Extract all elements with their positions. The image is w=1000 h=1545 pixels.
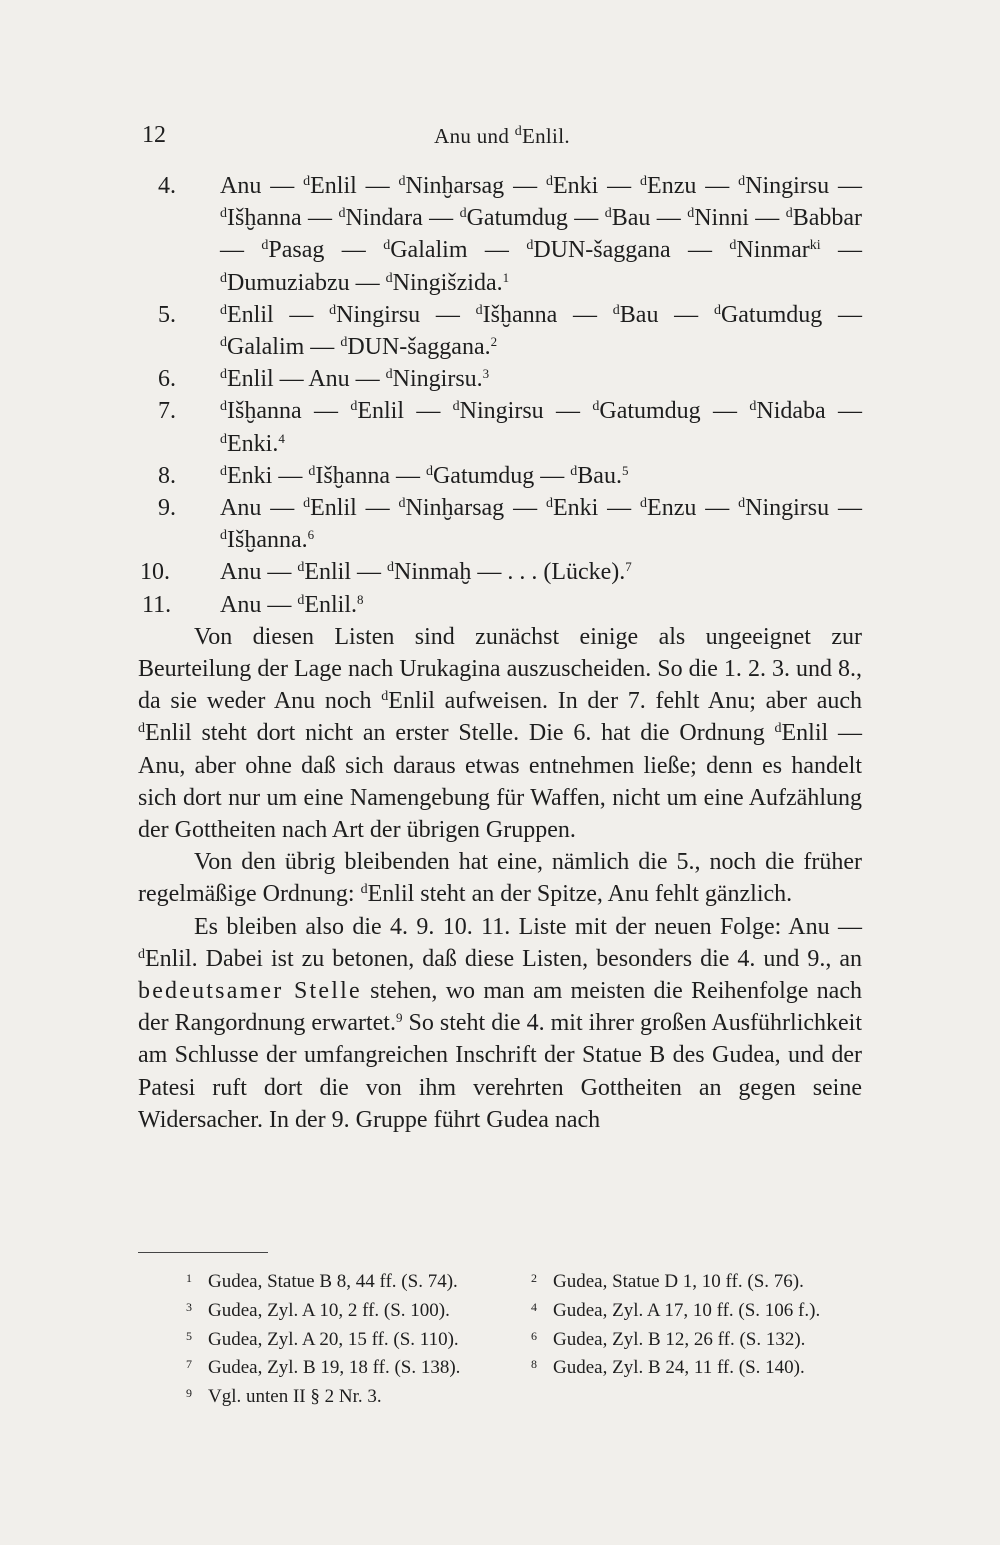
list-number: 9.	[158, 495, 176, 522]
deity-list-11: 11. Anu — $^d$Enlil.$^8$	[138, 589, 862, 621]
paragraph: Von diesen Listen sind zunächst einige als ungeeignet zur Beurteilung der Lage nach Urukagina auszuscheiden. So die 1. 2. 3. und 8., da sie weder Anu noch $^d$Enlil aufweisen. In der 7. fehlt Anu; aber auch $^d$Enlil steht dort nicht an erster Stelle. Die 6. hat die Ordnung $^d$Enlil — Anu, aber ohne daß sich daraus etwas entnehmen ließe; denn es handelt sich dort nur um eine Namengebung für Waffen, nicht um eine Aufzählung der Gottheiten nach Art der übrigen Gruppen.	[138, 623, 862, 844]
footnote: 5 Gudea, Zyl. A 20, 15 ff. (S. 110).	[186, 1328, 459, 1350]
footnote: 4 Gudea, Zyl. A 17, 10 ff. (S. 106 f.).	[531, 1299, 821, 1321]
deity-list-6: 6. $^d$Enlil — Anu — $^d$Ningirsu.$^3$	[138, 363, 862, 395]
footnote: 7 Gudea, Zyl. B 19, 18 ff. (S. 138).	[186, 1357, 461, 1379]
deity-list-5: 5. $^d$Enlil — $^d$Ningirsu — $^d$Išḫanna — $^d$Bau — $^d$Gatumdug — $^d$Galalim — $^d$DUN-šaggana.$^2$	[138, 299, 862, 363]
footnote: 8 Gudea, Zyl. B 24, 11 ff. (S. 140).	[531, 1357, 805, 1379]
footnote: 1 Gudea, Statue B 8, 44 ff. (S. 74).	[186, 1271, 458, 1292]
footnotes	[186, 1268, 876, 1412]
list-number: 10.	[140, 559, 170, 586]
list-number: 11.	[142, 591, 172, 618]
footnote: 6 Gudea, Zyl. B 12, 26 ff. (S. 132).	[531, 1328, 806, 1350]
emphasized-text: bedeutsamer Stelle	[138, 978, 362, 1005]
footnote: 9 Vgl. unten II § 2 Nr. 3.	[186, 1386, 382, 1408]
paragraph: Von den übrig bleibenden hat eine, nämlich die 5., noch die früher regelmäßige Ordnung: $^d$Enlil steht an der Spitze, Anu fehlt gänzlich.	[138, 849, 862, 908]
footnote: 3 Gudea, Zyl. A 10, 2 ff. (S. 100).	[186, 1299, 450, 1321]
footnote-divider	[138, 1252, 268, 1253]
main-text	[138, 170, 862, 1136]
list-number: 8.	[158, 462, 176, 489]
list-number: 6.	[158, 366, 176, 393]
page-number: 12	[142, 122, 166, 148]
deity-list-8: 8. $^d$Enki — $^d$Išḫanna — $^d$Gatumdug — $^d$Bau.$^5$	[138, 460, 862, 492]
list-number: 4.	[158, 173, 176, 199]
list-number: 5.	[158, 301, 176, 328]
running-title: Anu und $^d$Enlil.	[434, 124, 570, 148]
footnote-row	[186, 1383, 876, 1412]
list-number: 7.	[158, 398, 176, 425]
deity-list-9: 9. Anu — $^d$Enlil — $^d$Ninḫarsag — $^d$Enki — $^d$Enzu — $^d$Ningirsu — $^d$Išḫanna.$^6$	[138, 492, 862, 556]
footnote: 2 Gudea, Statue D 1, 10 ff. (S. 76).	[531, 1271, 804, 1292]
deity-list-10: 10. Anu — $^d$Enlil — $^d$Ninmaḫ — . . . (Lücke).$^7$	[138, 556, 862, 588]
page-header	[142, 122, 862, 152]
footnote-row	[186, 1354, 876, 1383]
deity-list-7: 7. $^d$Išḫanna — $^d$Enlil — $^d$Ningirsu — $^d$Gatumdug — $^d$Nidaba — $^d$Enki.$^4$	[138, 395, 862, 459]
deity-list-4: 4. Anu — $^d$Enlil — $^d$Ninḫarsag — $^d$Enki — $^d$Enzu — $^d$Ningirsu — $^d$Išḫanna — $^d$Nindara — $^d$Gatumdug — $^d$Bau — $^d$Ninni — $^d$Babbar — $^d$Pasag — $^d$Galalim — $^d$DUN-šaggana — $^d$Ninmar$^{ki}$ — $^d$Dumuziabzu — $^d$Ningišzida.$^1$	[138, 170, 862, 299]
paragraph: Es bleiben also die 4. 9. 10. 11. Liste mit der neuen Folge: Anu — $^d$Enlil. Dabei ist zu betonen, daß diese Listen, besonders die 4. und 9., an bedeutsamer Stelle stehen, wo man am meisten die Reihenfolge nach der Rangordnung erwartet.$^9$ So steht die 4. mit ihrer großen Ausführlichkeit am Schlusse der umfangreichen Inschrift der Statue B des Gudea, und der Patesi ruft dort die von ihm verehrten Gottheiten an gegen seine Widersacher. In der 9. Gruppe führt Gudea nach	[138, 913, 863, 1133]
